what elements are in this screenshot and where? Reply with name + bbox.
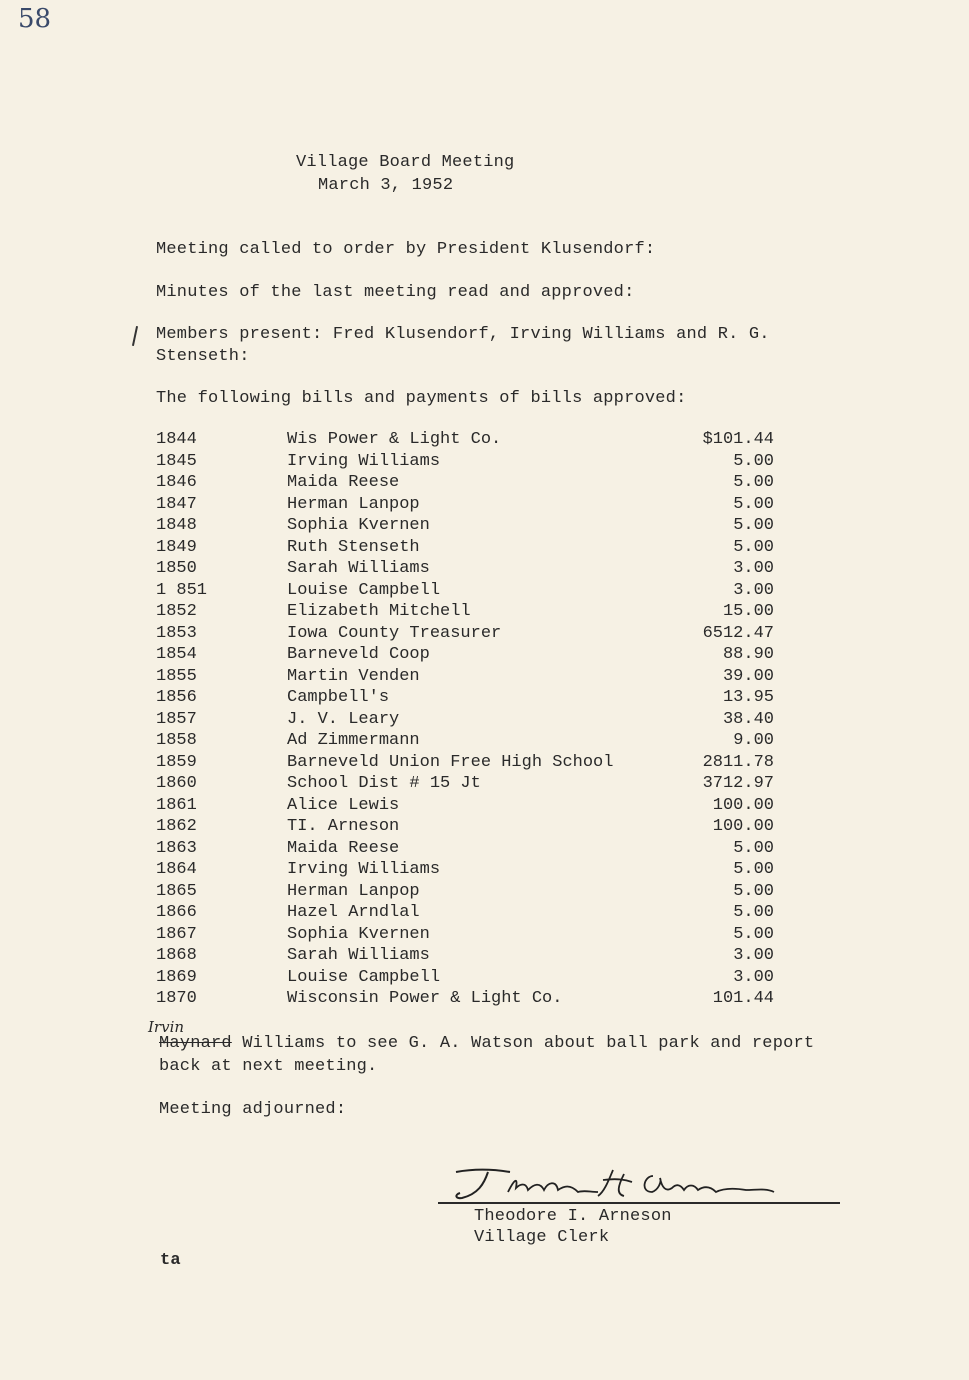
bill-number: 1858 [156, 731, 197, 750]
bill-amount: 2811.78 [702, 752, 774, 772]
bill-row [156, 559, 796, 581]
bill-number: 1869 [156, 967, 197, 987]
bill-number: 1868 [156, 946, 197, 965]
bill-payee: Wisconsin Power & Light Co. [287, 989, 563, 1008]
bill-number: 1862 [156, 817, 197, 836]
bill-row [156, 667, 796, 689]
meeting-title: Village Board Meeting [296, 153, 515, 172]
bill-row [156, 989, 796, 1011]
bill-amount: 9.00 [733, 731, 774, 750]
motion-line1 [159, 1034, 814, 1053]
bill-number: 1863 [156, 838, 197, 858]
bill-number: 1846 [156, 473, 197, 492]
bill-number: 1850 [156, 559, 197, 578]
bill-number: 1857 [156, 709, 197, 729]
typist-initials: ta [160, 1251, 181, 1270]
bill-payee: Louise Campbell [287, 580, 441, 600]
bill-number: 1844 [156, 430, 197, 449]
bill-amount: 100.00 [712, 795, 774, 815]
bill-row [156, 645, 796, 667]
bill-payee: Herman Lanpop [287, 494, 420, 514]
bill-payee: Alice Lewis [287, 795, 400, 815]
bill-number: 1860 [156, 774, 197, 793]
bill-row [156, 946, 796, 968]
bill-payee: Wis Power & Light Co. [287, 430, 502, 449]
bill-row [156, 731, 796, 753]
bill-row [156, 860, 796, 882]
bill-row [156, 925, 796, 947]
bill-payee: Campbell's [287, 688, 390, 707]
bill-amount: 3.00 [733, 946, 774, 965]
bill-amount: 100.00 [712, 817, 774, 836]
bill-number: 1870 [156, 989, 197, 1008]
bill-payee: Martin Venden [287, 666, 420, 686]
bill-row [156, 581, 796, 603]
bill-payee: Sarah Williams [287, 559, 430, 578]
bill-row [156, 516, 796, 538]
bill-row [156, 452, 796, 474]
bill-payee: Hazel Arndlal [287, 903, 420, 922]
bill-number: 1861 [156, 795, 197, 815]
bill-number: 1845 [156, 451, 197, 471]
signer-name: Theodore I. Arneson [474, 1207, 672, 1226]
bill-amount: 5.00 [733, 451, 774, 471]
bill-number: 1849 [156, 537, 197, 557]
bill-number: 1854 [156, 645, 197, 664]
bill-payee: Maida Reese [287, 473, 400, 492]
margin-tick-mark [132, 326, 138, 346]
bill-row [156, 817, 796, 839]
bill-payee: Ruth Stenseth [287, 537, 420, 557]
bill-number: 1866 [156, 903, 197, 922]
bill-row [156, 839, 796, 861]
bill-amount: 3.00 [733, 967, 774, 987]
motion-line1-rest: Williams to see G. A. Watson about ball park and report [231, 1034, 815, 1053]
handwritten-correction: Irvin [148, 1018, 185, 1036]
bill-number: 1852 [156, 602, 197, 621]
bill-number: 1 851 [156, 580, 208, 600]
bill-amount: 101.44 [712, 989, 774, 1008]
bill-payee: Louise Campbell [287, 967, 441, 987]
bill-amount: 5.00 [733, 860, 774, 879]
bill-number: 1865 [156, 881, 197, 901]
members-present-line2: Stenseth: [156, 347, 250, 366]
bill-row [156, 710, 796, 732]
bill-payee: Sophia Kvernen [287, 516, 430, 535]
motion-line2: back at next meeting. [159, 1057, 378, 1076]
bill-amount: 5.00 [733, 516, 774, 535]
bills-table [156, 430, 796, 1011]
bill-amount: 5.00 [733, 924, 774, 944]
signer-title: Village Clerk [474, 1228, 610, 1247]
struck-name: Maynard [159, 1034, 232, 1053]
bill-amount: 39.00 [722, 666, 774, 686]
bill-row [156, 882, 796, 904]
bill-number: 1847 [156, 494, 197, 514]
bill-amount: 5.00 [733, 881, 774, 901]
page-number: 58 [18, 4, 52, 34]
bill-payee: Sophia Kvernen [287, 924, 430, 944]
members-present-line1: Members present: Fred Klusendorf, Irving Williams and R. G. [156, 325, 770, 344]
bill-amount: 15.00 [722, 602, 774, 621]
bill-row [156, 495, 796, 517]
bill-payee: Elizabeth Mitchell [287, 602, 471, 621]
bill-payee: Irving Williams [287, 860, 441, 879]
bill-payee: J. V. Leary [287, 709, 400, 729]
bill-amount: 5.00 [733, 537, 774, 557]
bill-number: 1848 [156, 516, 197, 535]
bill-amount: 38.40 [722, 709, 774, 729]
bill-payee: Iowa County Treasurer [287, 623, 502, 643]
bill-amount: 5.00 [733, 494, 774, 514]
bill-payee: School Dist # 15 Jt [287, 774, 481, 793]
bill-row [156, 903, 796, 925]
bill-payee: TI. Arneson [287, 817, 400, 836]
bill-number: 1855 [156, 666, 197, 686]
bill-row [156, 796, 796, 818]
bill-amount: 3.00 [733, 580, 774, 600]
bill-payee: Barneveld Union Free High School [287, 752, 614, 772]
bill-row [156, 538, 796, 560]
bill-amount: $101.44 [702, 430, 774, 449]
bill-amount: 13.95 [722, 688, 774, 707]
bill-number: 1853 [156, 623, 197, 643]
bill-row [156, 968, 796, 990]
bill-payee: Herman Lanpop [287, 881, 420, 901]
bill-payee: Ad Zimmermann [287, 731, 420, 750]
bill-payee: Barneveld Coop [287, 645, 430, 664]
bill-number: 1859 [156, 752, 197, 772]
bill-payee: Sarah Williams [287, 946, 430, 965]
bill-row [156, 473, 796, 495]
meeting-adjourned: Meeting adjourned: [159, 1100, 347, 1119]
bill-payee: Maida Reese [287, 838, 400, 858]
bill-number: 1856 [156, 688, 197, 707]
signature-line [438, 1202, 840, 1204]
bill-amount: 5.00 [733, 903, 774, 922]
bill-amount: 6512.47 [702, 623, 774, 643]
bill-number: 1867 [156, 924, 197, 944]
bill-row [156, 624, 796, 646]
bill-payee: Irving Williams [287, 451, 441, 471]
bill-row [156, 688, 796, 710]
bill-amount: 88.90 [722, 645, 774, 664]
bills-intro: The following bills and payments of bills approved: [156, 389, 687, 408]
bill-row [156, 430, 796, 452]
bill-amount: 3712.97 [702, 774, 774, 793]
meeting-date: March 3, 1952 [318, 176, 454, 195]
called-to-order: Meeting called to order by President Klusendorf: [156, 240, 656, 259]
handwritten-signature [448, 1162, 778, 1204]
bill-row [156, 753, 796, 775]
bill-amount: 3.00 [733, 559, 774, 578]
bill-amount: 5.00 [733, 838, 774, 858]
bill-row [156, 774, 796, 796]
bill-amount: 5.00 [733, 473, 774, 492]
bill-row [156, 602, 796, 624]
minutes-approved: Minutes of the last meeting read and approved: [156, 283, 635, 302]
bill-number: 1864 [156, 860, 197, 879]
